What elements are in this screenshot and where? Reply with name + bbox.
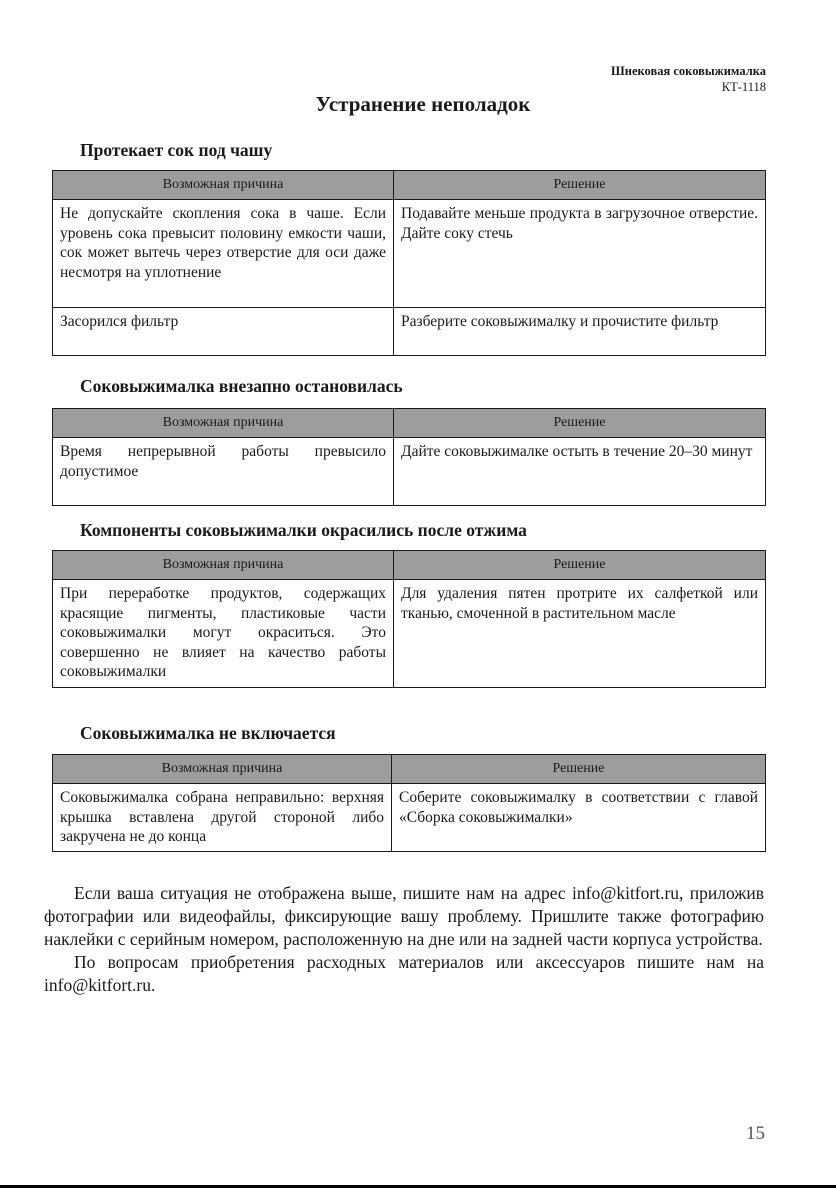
table-row bbox=[53, 784, 766, 852]
column-header-cause: Возможная причина bbox=[53, 171, 394, 200]
troubleshooting-table-not-turning-on bbox=[52, 754, 766, 852]
table-row bbox=[53, 308, 766, 356]
column-header-solution: Решение bbox=[392, 755, 766, 784]
column-header-solution: Решение bbox=[394, 171, 766, 200]
cause-cell: При переработке продуктов, содержащих красящие пигменты, пластиковые части соковыжималки могут окраситься. Это совершенно не влияет на качество работы соковыжималки bbox=[53, 580, 394, 688]
solution-cell: Дайте соковыжималке остыть в течение 20–30 минут bbox=[394, 438, 766, 506]
cause-cell: Не допускайте скопления сока в чаше. Если уровень сока превысит половину емкости чаши, сок может вытечь через отверстие для оси даже несмотря на уплотнение bbox=[53, 200, 394, 308]
solution-cell: Для удаления пятен протрите их салфеткой или тканью, смоченной в растительном масле bbox=[394, 580, 766, 688]
cause-cell: Время непрерывной работы превысило допустимое bbox=[53, 438, 394, 506]
page-title: Устранение неполадок bbox=[315, 92, 531, 116]
header-model-number: КТ-1118 bbox=[721, 80, 766, 94]
troubleshooting-table-juice-leak bbox=[52, 170, 766, 356]
cause-cell: Соковыжималка собрана неправильно: верхняя крышка вставлена другой стороной либо закручена не до конца bbox=[53, 784, 392, 852]
section-title-not-turning-on: Соковыжималка не включается bbox=[80, 723, 336, 743]
table-row bbox=[53, 200, 766, 308]
table-row bbox=[53, 438, 766, 506]
bottom-edge-rule bbox=[0, 1185, 836, 1188]
solution-cell: Разберите соковыжималку и прочистите фильтр bbox=[394, 308, 766, 356]
body-paragraph-support: Если ваша ситуация не отображена выше, пишите нам на адрес info@kitfort.ru, приложив фотографии или видеофайлы, фиксирующие вашу проблему. Пришлите также фотографию наклейки с серийным номером, расположенную на дне или на задней части корпуса устройства. bbox=[44, 883, 764, 949]
body-paragraph-accessories: По вопросам приобретения расходных материалов или аксессуаров пишите нам на info@kitfort.ru. bbox=[44, 952, 764, 995]
solution-cell: Подавайте меньше продукта в загрузочное отверстие. Дайте соку стечь bbox=[394, 200, 766, 308]
contact-info-text bbox=[44, 882, 764, 997]
solution-cell: Соберите соковыжималку в соответствии с главой «Сборка соковыжималки» bbox=[392, 784, 766, 852]
column-header-cause: Возможная причина bbox=[53, 551, 394, 580]
cause-cell: Засорился фильтр bbox=[53, 308, 394, 356]
section-title-juice-leak: Протекает сок под чашу bbox=[80, 140, 273, 160]
troubleshooting-table-sudden-stop bbox=[52, 408, 766, 506]
page-number: 15 bbox=[746, 1123, 765, 1144]
column-header-cause: Возможная причина bbox=[53, 755, 392, 784]
column-header-solution: Решение bbox=[394, 551, 766, 580]
section-title-sudden-stop: Соковыжималка внезапно остановилась bbox=[80, 376, 403, 396]
table-row bbox=[53, 580, 766, 688]
column-header-cause: Возможная причина bbox=[53, 409, 394, 438]
column-header-solution: Решение bbox=[394, 409, 766, 438]
header-product-name: Шнековая соковыжималка bbox=[611, 64, 766, 78]
section-title-stained-parts: Компоненты соковыжималки окрасились после отжима bbox=[80, 520, 527, 540]
troubleshooting-table-stained-parts bbox=[52, 550, 766, 688]
